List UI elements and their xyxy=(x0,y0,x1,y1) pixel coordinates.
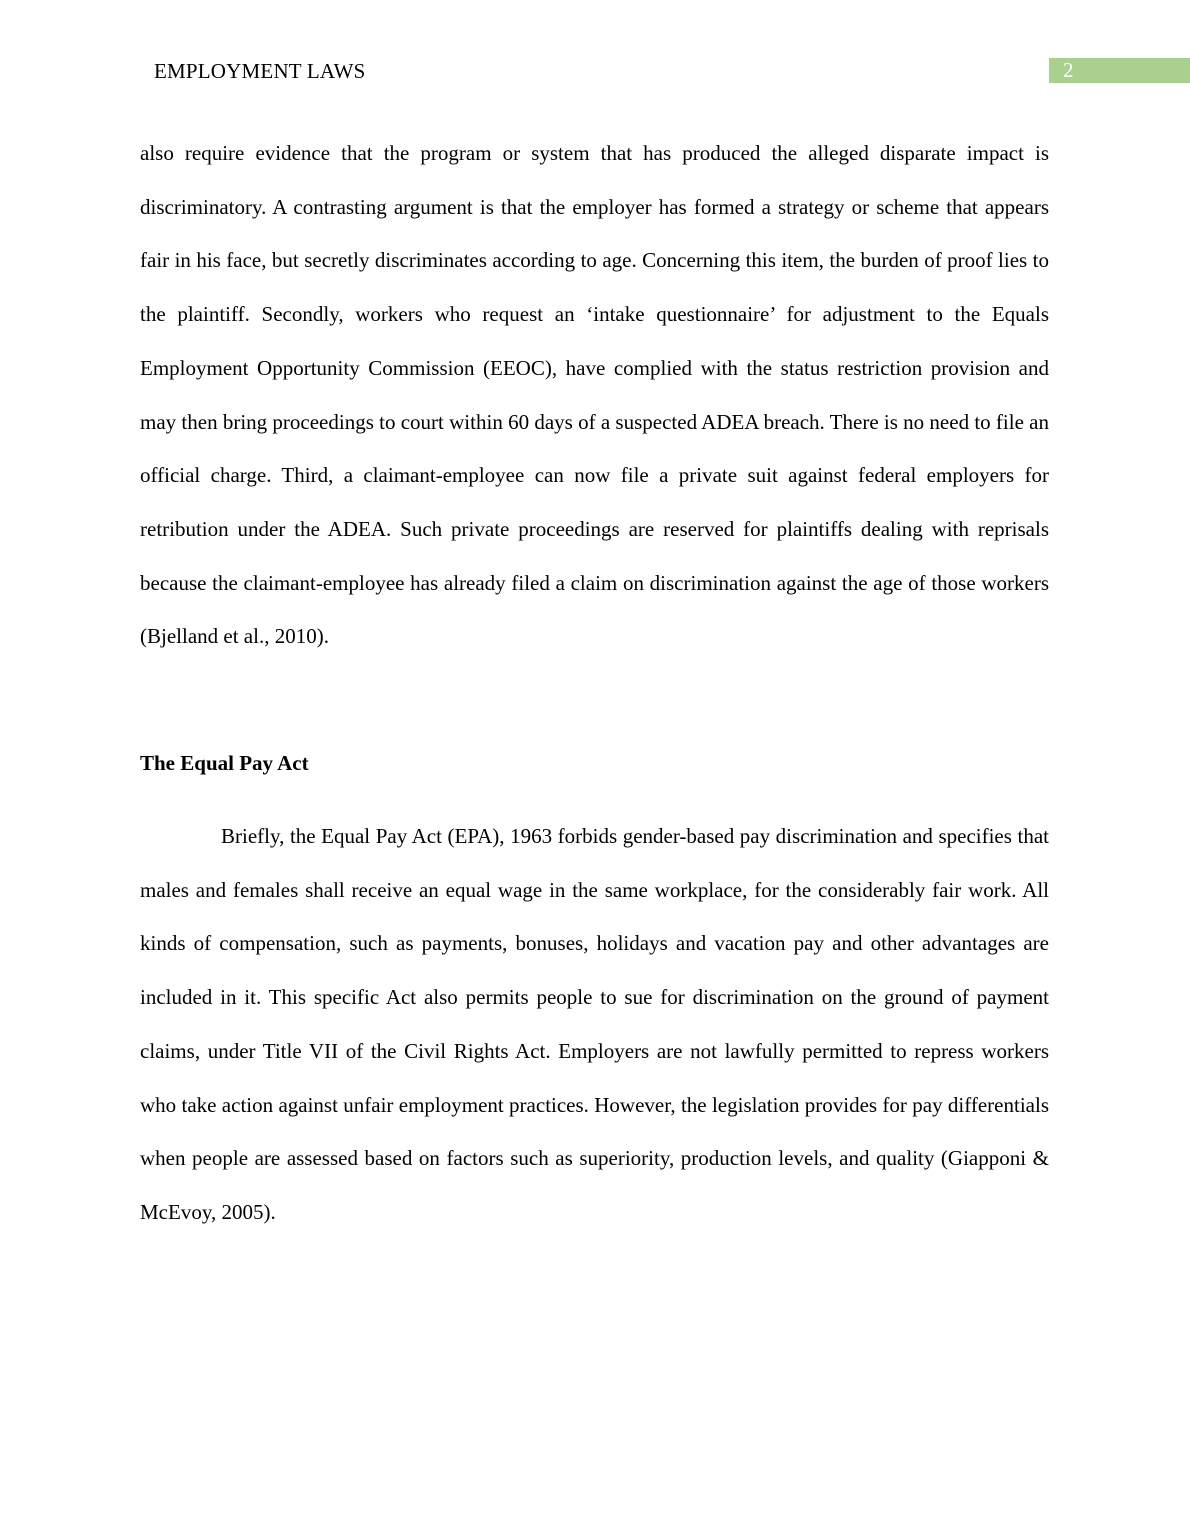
running-head: EMPLOYMENT LAWS xyxy=(154,59,366,83)
section-heading-equal-pay-act: The Equal Pay Act xyxy=(140,751,309,775)
paragraph-adea-continued: also require evidence that the program or system that has produced the alleged disparate impact is discriminatory. A contrasting argument is that the employer has formed a strategy or scheme that appears fair in his face, but secretly discriminates according to age. Concerning this item, the burden of proof lies to the plaintiff. Secondly, workers who request an ‘intake questionnaire’ for adjustment to the Equals Employment Opportunity Commission (EEOC), have complied with the status restriction provision and may then bring proceedings to court within 60 days of a suspected ADEA breach. There is no need to file an official charge. Third, a claimant-employee can now file a private suit against federal employers for retribution under the ADEA. Such private proceedings are reserved for plaintiffs dealing with reprisals because the claimant-employee has already filed a claim on discrimination against the age of those workers (Bjelland et al., 2010). xyxy=(140,141,1049,649)
page-number: 2 xyxy=(1063,58,1074,82)
page-number-box xyxy=(1049,58,1190,83)
paragraph-equal-pay-act: Briefly, the Equal Pay Act (EPA), 1963 forbids gender-based pay discrimination and specifies that males and females shall receive an equal wage in the same workplace, for the considerably fair work. All kinds of compensation, such as payments, bonuses, holidays and vacation pay and other advantages are included in it. This specific Act also permits people to sue for discrimination on the ground of payment claims, under Title VII of the Civil Rights Act. Employers are not lawfully permitted to repress workers who take action against unfair employment practices. However, the legislation provides for pay differentials when people are assessed based on factors such as superiority, production levels, and quality (Giapponi & McEvoy, 2005). xyxy=(140,824,1049,1224)
